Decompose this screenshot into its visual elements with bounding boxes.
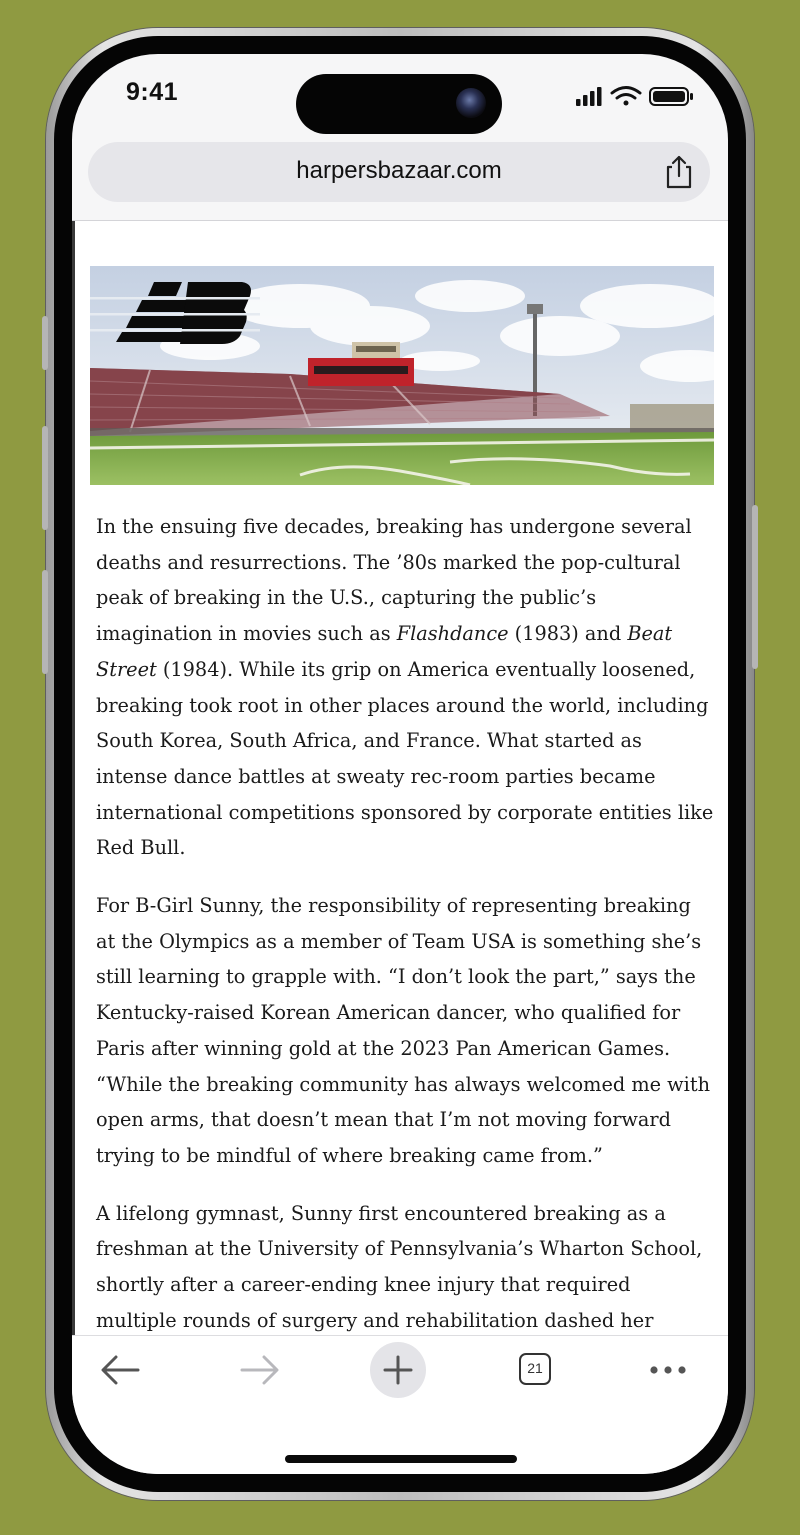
action-button — [42, 316, 48, 370]
article-paragraph: A lifelong gymnast, Sunny first encountered breaking as a freshman at the University of Pennsylvania’s Wharton School, shortly after a career-ending knee injury that required multiple rounds of surgery and rehabilitation dashed her — [96, 1201, 703, 1332]
article-paragraph: In the ensuing five decades, breaking has undergone several deaths and resurrections. The ’80s marked the pop-cultural peak of breaking in the U.S., capturing the public’s imagination in movies such as Flashdance (1983) and Beat Street (1984). While its grip on America eventually loosened, breaking took root in other places around the world, including South Korea, South Africa, and France. What started as intense dance battles at sweaty rec-room parties became international competitions sponsored by corporate entities like Red Bull. — [96, 515, 714, 860]
volume-down-button — [42, 570, 48, 674]
browser-toolbar — [72, 1335, 728, 1474]
more-icon[interactable] — [640, 1342, 696, 1398]
volume-up-button — [42, 426, 48, 530]
address-bar[interactable] — [88, 142, 710, 202]
battery-icon — [650, 88, 693, 105]
article-body — [96, 509, 716, 1335]
tabs-button[interactable]: 21 — [519, 1353, 551, 1385]
article-paragraph: For B-Girl Sunny, the responsibility of representing breaking at the Olympics as a member of Team USA is something she’s still learning to grapple with. “I don’t look the part,” says the Kentucky-raised Korean American dancer, who qualified for Paris after winning gold at the 2023 Pan American Games. “While the breaking community has always welcomed me with open arms, that doesn’t mean that I’m not moving forward trying to be mindful of where breaking came from.” — [96, 894, 710, 1167]
signal-icon — [576, 87, 602, 106]
power-button — [752, 505, 758, 669]
phone-screen — [72, 54, 728, 1474]
status-bar — [72, 54, 728, 138]
url-text[interactable]: harpersbazaar.com — [296, 157, 502, 184]
status-icons — [574, 84, 704, 108]
dynamic-island — [296, 74, 502, 134]
arrow-left-icon[interactable] — [92, 1342, 148, 1398]
web-content — [72, 221, 728, 1335]
new-tab-button[interactable] — [370, 1342, 426, 1398]
home-indicator — [285, 1455, 517, 1463]
status-time: 9:41 — [126, 78, 179, 106]
film-title: Beat Street — [96, 622, 673, 681]
wifi-icon — [612, 88, 640, 106]
film-title: Flashdance — [396, 622, 509, 646]
hero-image — [90, 266, 714, 485]
front-camera — [456, 88, 486, 118]
share-icon[interactable] — [662, 154, 696, 190]
plus-icon — [370, 1342, 426, 1398]
arrow-right-icon[interactable] — [232, 1342, 288, 1398]
